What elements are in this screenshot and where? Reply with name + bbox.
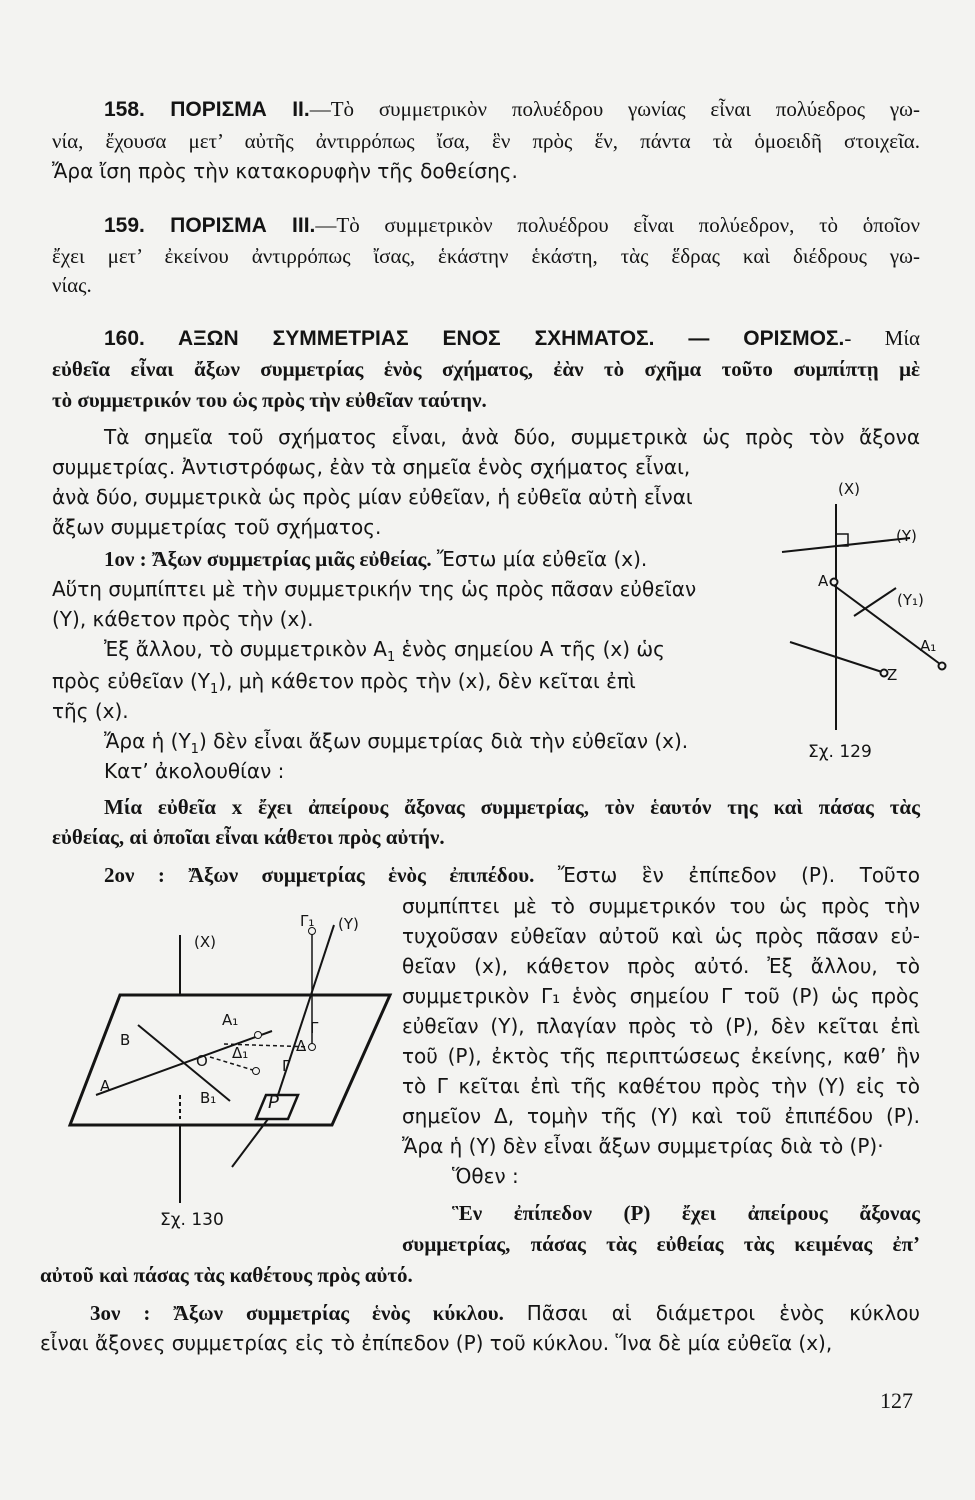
- bold2-line1: Ἓν ἐπίπεδον (Ρ) ἔχει ἀπείρους ἄξονας: [452, 1201, 920, 1225]
- p158-line2: νία, ἔχουσα μετ’ αὐτῆς ἀντιρρόπως ἴσα, ἓν πρὸς ἕν, πάντα τὰ ὁμοειδῆ στοιχεῖα.: [52, 129, 920, 153]
- fig130-label-a: A: [100, 1077, 111, 1095]
- fig130-label-o: O: [196, 1052, 208, 1070]
- para1-line3: ἀνὰ δύο, συμμετρικὰ ὡς πρὸς μίαν εὐθεῖαν, ἡ εὐθεῖα αὐτὴ εἶναι: [52, 485, 693, 509]
- fig129-label-y1: (Y₁): [897, 591, 924, 609]
- fig129-line-y: [782, 538, 910, 552]
- fig130-label-g2: Γ: [282, 1057, 291, 1075]
- fig130-label-a1: A₁: [222, 1011, 239, 1029]
- case2-line9: σημεῖον Δ, τομὴν τῆς (Υ) καὶ τοῦ ἐπιπέδου (Ρ).: [402, 1104, 920, 1128]
- fig130-label-x: (X): [194, 933, 216, 951]
- p160-line3: τὸ συμμετρικόν του ὡς πρὸς τὴν εὐθεῖαν ταύτην.: [52, 388, 487, 412]
- p159-line1: 159. ΠΟΡΙΣΜΑ ΙΙΙ.—Τὸ συμμετρικὸν πολυέδρου εἶναι πολύεδρον, τὸ ὁποῖον: [104, 213, 920, 237]
- bold1-line1: Μία εὐθεῖα x ἔχει ἀπείρους ἄξονας συμμετρίας, τὸν ἑαυτόν της καὶ πάσας τὰς: [104, 795, 920, 819]
- bold2-line3: αὐτοῦ καὶ πάσας τὰς καθέτους πρὸς αὐτό.: [40, 1263, 413, 1287]
- case2-line8: τὸ Γ κεῖται ἐπὶ τῆς καθέτου πρὸς τὴν (Υ) εἰς τὸ: [402, 1074, 920, 1098]
- fig129-label-a1: A₁: [920, 637, 937, 655]
- fig129-label-a: A: [818, 572, 829, 590]
- fig130-label-d1: Δ₁: [232, 1044, 249, 1062]
- fig129-label-y: (Y): [896, 527, 917, 545]
- case1-head: 1ον : Ἄξων συμμετρίας μιᾶς εὐθείας.: [104, 547, 432, 571]
- bold2-line2: συμμετρίας, πάσας τὰς εὐθείας τὰς κειμένας ἐπ’: [402, 1232, 920, 1256]
- p158-label: 158. ΠΟΡΙΣΜΑ ΙΙ.: [104, 98, 310, 121]
- figure-130: [60, 905, 390, 1215]
- fig130-point-g: [309, 1044, 316, 1051]
- fig130-label-p: P: [268, 1092, 279, 1113]
- page-number: 127: [880, 1388, 913, 1413]
- fig130-point-a1: [255, 1032, 262, 1039]
- case1-line3: (Υ), κάθετον πρὸς τὴν (x).: [52, 607, 314, 631]
- case3-line1: 3ον : Ἄξων συμμετρίας ἑνὸς κύκλου. Πᾶσαι αἱ διάμετροι ἑνὸς κύκλου: [90, 1301, 920, 1325]
- fig129-label-x: (X): [838, 480, 860, 498]
- fig130-point-b1: [253, 1068, 260, 1075]
- case2-line10: Ἄρα ἡ (Υ) δὲν εἶναι ἄξων συμμετρίας διὰ τὸ (Ρ)·: [402, 1134, 884, 1158]
- p159-label: 159. ΠΟΡΙΣΜΑ ΙΙΙ.: [104, 214, 316, 237]
- p159-line3: νίας.: [52, 273, 92, 297]
- case2-line3: τυχοῦσαν εὐθεῖαν αὐτοῦ καὶ ὡς πρὸς πᾶσαν εὐ-: [402, 924, 920, 948]
- p158-line3: Ἄρα ἴση πρὸς τὴν κατακορυφὴν τῆς δοθείσης.: [52, 159, 518, 183]
- bold1-line2: εὐθείας, αἱ ὁποῖαι εἶναι κάθετοι πρὸς αὐτήν.: [52, 825, 445, 849]
- fig129-caption: Σχ. 129: [808, 742, 872, 762]
- para1-line4: ἄξων συμμετρίας τοῦ σχήματος.: [52, 515, 382, 539]
- case2-line7: τοῦ (Ρ), ἐκτὸς τῆς περιπτώσεως ἐκείνης, καθ’ ἣν: [402, 1044, 920, 1068]
- case2-head: 2ον : Ἄξων συμμετρίας ἑνὸς ἐπιπέδου.: [104, 863, 535, 887]
- fig130-label-g: Γ: [310, 1019, 319, 1037]
- case2-line11: Ὅθεν :: [452, 1164, 519, 1188]
- case2-line5: συμμετρικὸν Γ₁ ἑνὸς σημείου Γ τοῦ (Ρ) ὡς πρὸς: [402, 984, 920, 1008]
- case1-line5: πρὸς εὐθεῖαν $(\Upsilon_1)$, μὴ κάθετον πρὸς τὴν (x), δὲν κεῖται ἐπὶ: [52, 669, 636, 697]
- p160-label: 160. ΑΞΩΝ ΣΥΜΜΕΤΡΙΑΣ ΕΝΟΣ ΣΧΗΜΑΤΟΣ. — ΟΡΙΣΜΟΣ.: [104, 327, 845, 350]
- case1-line8: Κατ’ ἀκολουθίαν :: [104, 759, 285, 783]
- fig130-label-y: (Y): [338, 915, 359, 933]
- case2-line2: συμπίπτει μὲ τὸ συμμετρικόν του ὡς πρὸς τὴν: [402, 894, 920, 918]
- fig130-caption: Σχ. 130: [160, 1210, 224, 1230]
- fig130-label-d: Δ: [296, 1037, 307, 1055]
- case1-line1: 1ον : Ἄξων συμμετρίας μιᾶς εὐθείας. Ἔστω μία εὐθεῖα (x).: [104, 547, 648, 571]
- case3-line2: εἶναι ἄξονες συμμετρίας εἰς τὸ ἐπίπεδον (Ρ) τοῦ κύκλου. Ἵνα δὲ μία εὐθεῖα (x),: [40, 1331, 833, 1355]
- p160-line2: εὐθεῖα εἶναι ἄξων συμμετρίας ἑνὸς σχήματος, ἐὰν τὸ σχῆμα τοῦτο συμπίπτῃ μὲ: [52, 357, 920, 381]
- p158-line1: 158. ΠΟΡΙΣΜΑ ΙΙ.—Τὸ συμμετρικὸν πολυέδρου γωνίας εἶναι πολύεδρος γω-: [104, 97, 920, 121]
- para1-line1: Τὰ σημεῖα τοῦ σχήματος εἶναι, ἀνὰ δύο, συμμετρικὰ ὡς πρὸς τὸν ἄξονα: [104, 425, 920, 449]
- case1-line2: Αὕτη συμπίπτει μὲ τὴν συμμετρικήν της ὡς πρὸς πᾶσαν εὐθεῖαν: [52, 577, 697, 601]
- p159-line2: ἔχει μετ’ ἐκείνου ἀντιρρόπως ἴσας, ἑκάστην ἑκάστη, τὰς ἕδρας καὶ διέδρους γω-: [52, 244, 920, 268]
- para1-line2: συμμετρίας. Ἀντιστρόφως, ἐὰν τὰ σημεῖα ἑνὸς σχήματος εἶναι,: [52, 455, 691, 479]
- fig130-label-b: B: [120, 1031, 131, 1049]
- fig129-line-y1: [854, 588, 896, 616]
- case1-line6: τῆς (x).: [52, 699, 129, 723]
- figure-129: [770, 470, 960, 770]
- fig130-label-b1: B₁: [200, 1089, 217, 1107]
- fig129-point-a1: [939, 663, 946, 670]
- case1-line7: Ἄρα ἡ $(\Upsilon_1)$ δὲν εἶναι ἄξων συμμετρίας διὰ τὴν εὐθεῖαν (x).: [104, 729, 689, 757]
- fig130-label-g1: Γ₁: [300, 912, 315, 930]
- case1-line4: Ἐξ ἄλλου, τὸ συμμετρικὸν $A_1$ ἑνὸς σημείου Α τῆς (x) ὡς: [104, 637, 665, 665]
- case3-head: 3ον : Ἄξων συμμετρίας ἑνὸς κύκλου.: [90, 1301, 504, 1325]
- case2-line6: εὐθεῖαν (Υ), πλαγίαν πρὸς τὸ (Ρ), δὲν κεῖται ἐπὶ: [402, 1014, 920, 1038]
- case2-line1: 2ον : Ἄξων συμμετρίας ἑνὸς ἐπιπέδου. Ἔστω ἓν ἐπίπεδον (Ρ). Τοῦτο: [104, 863, 920, 887]
- p160-line1: 160. ΑΞΩΝ ΣΥΜΜΕΤΡΙΑΣ ΕΝΟΣ ΣΧΗΜΑΤΟΣ. — ΟΡΙΣΜΟΣ.- Μία: [104, 326, 920, 350]
- case2-line4: θεῖαν (x), κάθετον πρὸς αὐτό. Ἐξ ἄλλου, τὸ: [402, 954, 920, 978]
- fig129-label-z: Z: [887, 666, 898, 684]
- fig129-point-a: [831, 579, 838, 586]
